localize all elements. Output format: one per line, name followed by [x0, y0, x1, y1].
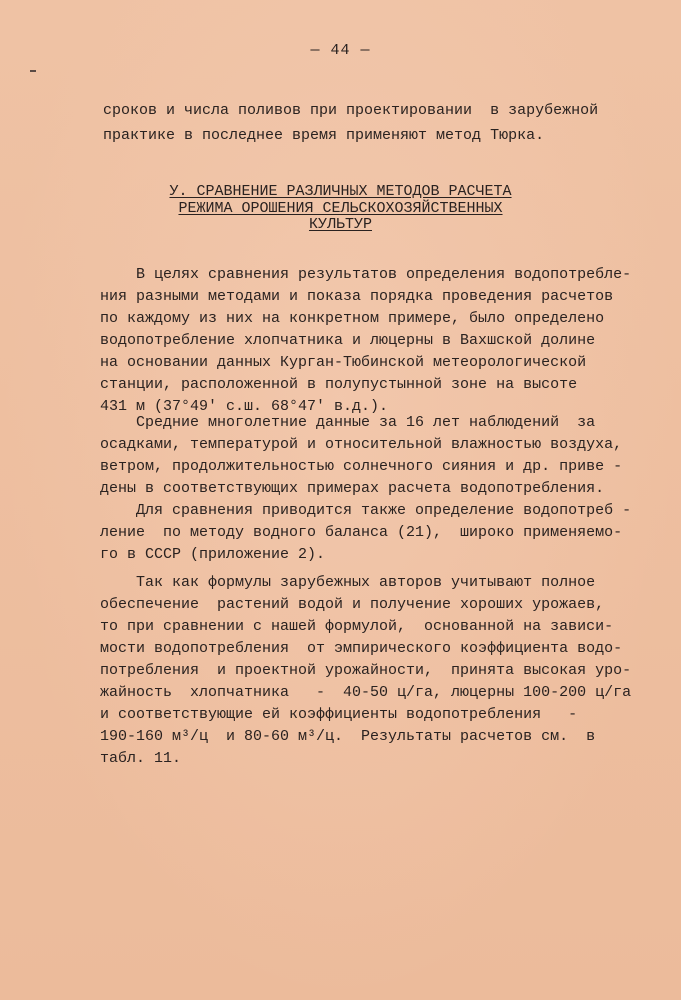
- paragraph-line: го в СССР (приложение 2).: [100, 546, 326, 563]
- intro-line: сроков и числа поливов при проектировании в зарубежной: [103, 102, 599, 119]
- paragraph-line: Для сравнения приводится также определение водопотреб -: [100, 502, 632, 519]
- paragraph-line: 431 м (37°49' с.ш. 68°47' в.д.).: [100, 398, 389, 415]
- paragraph-line: дены в соответствующих примерах расчета водопотребления.: [100, 480, 605, 497]
- paragraph-line: жайность хлопчатника - 40-50 ц/га, люцерны 100-200 ц/га: [100, 684, 632, 701]
- paragraph-line: потребления и проектной урожайности, принята высокая уро-: [100, 662, 632, 679]
- paragraph-line: и соответствующие ей коэффициенты водопотребления -: [100, 706, 578, 723]
- paragraph-line: ния разными методами и показа порядка проведения расчетов: [100, 288, 614, 305]
- paragraph-line: Средние многолетние данные за 16 лет наблюдений за: [100, 414, 596, 431]
- section-heading-line: КУЛЬТУР: [308, 216, 372, 233]
- margin-mark: [30, 70, 36, 72]
- paragraph-line: по каждому из них на конкретном примере, было определено: [100, 310, 605, 327]
- paragraph-line: В целях сравнения результатов определения водопотребле-: [100, 266, 632, 283]
- paragraph-line: 190-160 м³/ц и 80-60 м³/ц. Результаты расчетов см. в: [100, 728, 596, 745]
- paragraph-line: табл. 11.: [100, 750, 182, 767]
- paragraph-line: обеспечение растений водой и получение хороших урожаев,: [100, 596, 605, 613]
- section-heading-line: РЕЖИМА ОРОШЕНИЯ СЕЛЬСКОХОЗЯЙСТВЕННЫХ: [178, 200, 503, 217]
- paragraph-line: Так как формулы зарубежных авторов учитывают полное: [100, 574, 596, 591]
- paragraph-line: на основании данных Курган-Тюбинской метеорологической: [100, 354, 587, 371]
- paragraph-line: ветром, продолжительностью солнечного сияния и др. приве -: [100, 458, 623, 475]
- paragraph-line: осадками, температурой и относительной влажностью воздуха,: [100, 436, 623, 453]
- page-number: — 44 —: [310, 42, 371, 59]
- intro-line: практике в последнее время применяют метод Тюрка.: [103, 127, 545, 144]
- paragraph-line: то при сравнении с нашей формулой, основанной на зависи-: [100, 618, 614, 635]
- paragraph-line: станции, расположенной в полупустынной зоне на высоте: [100, 376, 578, 393]
- paragraph-line: мости водопотребления от эмпирического коэффициента водо-: [100, 640, 623, 657]
- section-heading-line: У. СРАВНЕНИЕ РАЗЛИЧНЫХ МЕТОДОВ РАСЧЕТА: [169, 183, 512, 200]
- paragraph-line: ление по методу водного баланса (21), широко применяемо-: [100, 524, 623, 541]
- paragraph-line: водопотребление хлопчатника и люцерны в Вахшской долине: [100, 332, 596, 349]
